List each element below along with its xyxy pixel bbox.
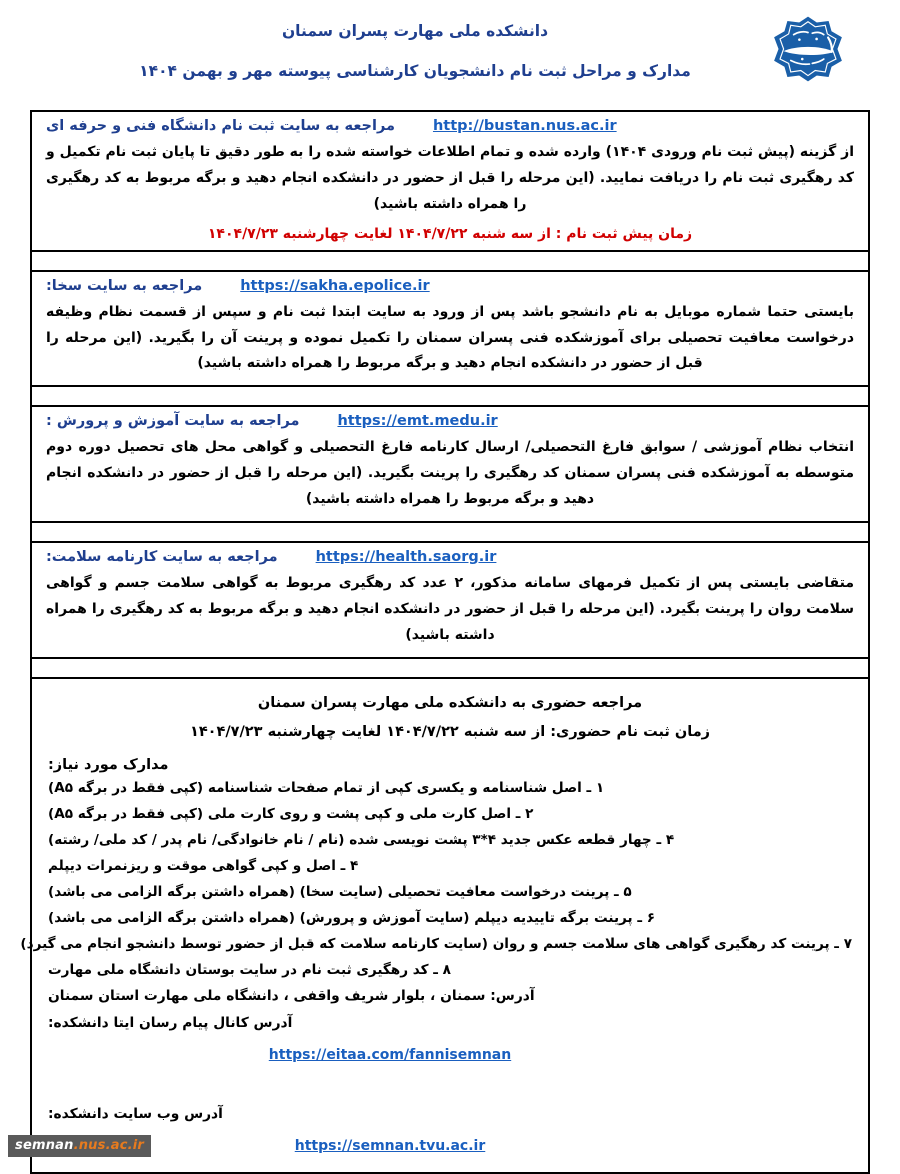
list-item: ۵ ـ پرینت درخواست معافیت تحصیلی (سایت سخا) (همراه داشتن برگه الزامی می باشد) — [48, 884, 632, 901]
prereg-date-note: زمان پیش ثبت نام : از سه شنبه ۱۴۰۴/۷/۲۲ لغایت چهارشنبه ۱۴۰۴/۷/۲۳ — [207, 225, 693, 242]
section-emt — [32, 407, 868, 523]
emt-link[interactable]: https://emt.medu.ir — [337, 413, 498, 430]
in-person-date: زمان ثبت نام حضوری: از سه شنبه ۱۴۰۴/۷/۲۲ لغایت چهارشنبه ۱۴۰۴/۷/۲۳ — [189, 723, 711, 740]
eitaa-link-wrap — [48, 1044, 852, 1063]
section-header — [46, 278, 854, 294]
required-docs-label: مدارک مورد نیاز: — [48, 756, 169, 773]
list-item: ۴ ـ اصل و کپی گواهی موقت و ریزنمرات دیپلم — [48, 857, 359, 874]
section-body: متقاضی بایستی پس از تکمیل فرمهای سامانه مذکور، ۲ عدد کد رهگیری مربوط به گواهی سلامت جسم و گواهی سلامت روان را پرینت بگیرد. (این مرحله را قبل از حضور در دانشکده انجام دهید و برگه مربوط به کد رهگیری را همراه داشته باشید) — [46, 575, 855, 643]
eitaa-channel-label: آدرس کانال پیام رسان ایتا دانشکده: — [48, 1014, 293, 1031]
registration-steps-table — [20, 110, 870, 1174]
list-item: ۲ ـ اصل کارت ملی و کپی پشت و روی کارت ملی (کپی فقط در برگه A۵) — [48, 805, 534, 822]
section-header — [46, 413, 854, 429]
watermark-primary: semnan — [15, 1138, 74, 1153]
section-body: انتخاب نظام آموزشی / سوابق فارغ التحصیلی/ ارسال کارنامه فارغ التحصیلی و گواهی محل های تحصیل دوره دوم متوسطه به آموزشکده فنی پسران سمنان کد رهگیری را پرینت بگیرید. (این مرحله را قبل از حضور در دانشکده انجام دهید و برگه مربوط را همراه داشته باشید) — [46, 439, 854, 508]
health-link[interactable]: https://health.saorg.ir — [315, 549, 497, 566]
list-item: ۴ ـ چهار قطعه عکس جدید ۴*۳ پشت نویسی شده (نام / نام خانوادگی/ نام پدر / کد ملی/ رشته) — [48, 831, 675, 848]
table-spacer — [32, 523, 868, 543]
section-title: مراجعه به سایت ثبت نام دانشگاه فنی و حرفه ای — [46, 118, 395, 134]
section-title: مراجعه به سایت آموزش و پرورش : — [46, 413, 300, 430]
section-bustan — [32, 112, 868, 252]
document-header — [0, 0, 900, 110]
website-link[interactable]: https://semnan.tvu.ac.ir — [294, 1138, 486, 1155]
vertical-gap — [48, 1067, 852, 1101]
list-item: ۸ ـ کد رهگیری ثبت نام در سایت بوستان دانشگاه ملی مهارت — [48, 962, 451, 979]
table-spacer — [32, 252, 868, 272]
section-in-person — [20, 679, 868, 1172]
eitaa-link[interactable]: https://eitaa.com/fannisemnan — [268, 1046, 512, 1063]
list-item: ۶ ـ پرینت برگه تاییدیه دیپلم (سایت آموزش و پرورش) (همراه داشتن برگه الزامی می باشد) — [48, 910, 656, 927]
website-label: آدرس وب سایت دانشکده: — [48, 1105, 223, 1122]
list-item: ۱ ـ اصل شناسنامه و یکسری کپی از تمام صفحات شناسنامه (کپی فقط در برگه A۵) — [48, 779, 605, 796]
bustan-link[interactable]: http://bustan.nus.ac.ir — [432, 118, 617, 134]
section-header — [46, 118, 854, 134]
section-title: مراجعه به سایت سخا: — [46, 277, 203, 294]
section-header — [46, 549, 854, 565]
section-title: مراجعه به سایت کارنامه سلامت: — [46, 549, 278, 566]
website-link-wrap — [48, 1135, 852, 1154]
institution-name: دانشکده ملی مهارت پسران سمنان — [281, 22, 549, 40]
required-docs-list — [20, 775, 852, 984]
section-body: از گزینه (پیش ثبت نام ورودی ۱۴۰۴) وارده شده و تمام اطلاعات خواسته شده را به طور دقیق تا پایان ثبت نام تکمیل و کد رهگیری ثبت نام را دریافت نمایید. (این مرحله را قبل از حضور در دانشکده انجام دهید و برگه مربوط به کد رهگیری را همراه داشته باشید) — [46, 144, 854, 212]
sakha-link[interactable]: https://sakha.epolice.ir — [240, 277, 430, 294]
university-logo-icon — [764, 16, 852, 82]
table-spacer — [32, 659, 868, 679]
address-line: آدرس: سمنان ، بلوار شریف واقفی ، دانشگاه ملی مهارت استان سمنان — [48, 988, 535, 1005]
section-body: بایستی حتما شماره موبایل به نام دانشجو باشد پس از ورود به سایت ابتدا ثبت نام و سپس از قسمت نظام وظیفه درخواست معافیت تحصیلی برای آموزشکده فنی پسران سمنان را تکمیل نموده و پرینت آن را بگیرید. (این مرحله را قبل از حضور در دانشکده انجام دهید و برگه مربوط را همراه داشته باشید) — [46, 303, 854, 372]
table-spacer — [32, 387, 868, 407]
in-person-heading: مراجعه حضوری به دانشکده ملی مهارت پسران سمنان — [257, 694, 643, 711]
section-health — [32, 543, 868, 659]
list-item: ۷ ـ پرینت کد رهگیری گواهی های سلامت جسم و روان (سایت کارنامه سلامت که قبل از حضور توسط دانشجو انجام می گیرد) — [20, 936, 852, 953]
page-title: مدارک و مراحل ثبت نام دانشجویان کارشناسی پیوسته مهر و بهمن ۱۴۰۴ — [139, 62, 691, 80]
source-watermark — [8, 1135, 151, 1157]
watermark-secondary: .nus.ac.ir — [73, 1138, 145, 1153]
section-sakha — [32, 272, 868, 388]
